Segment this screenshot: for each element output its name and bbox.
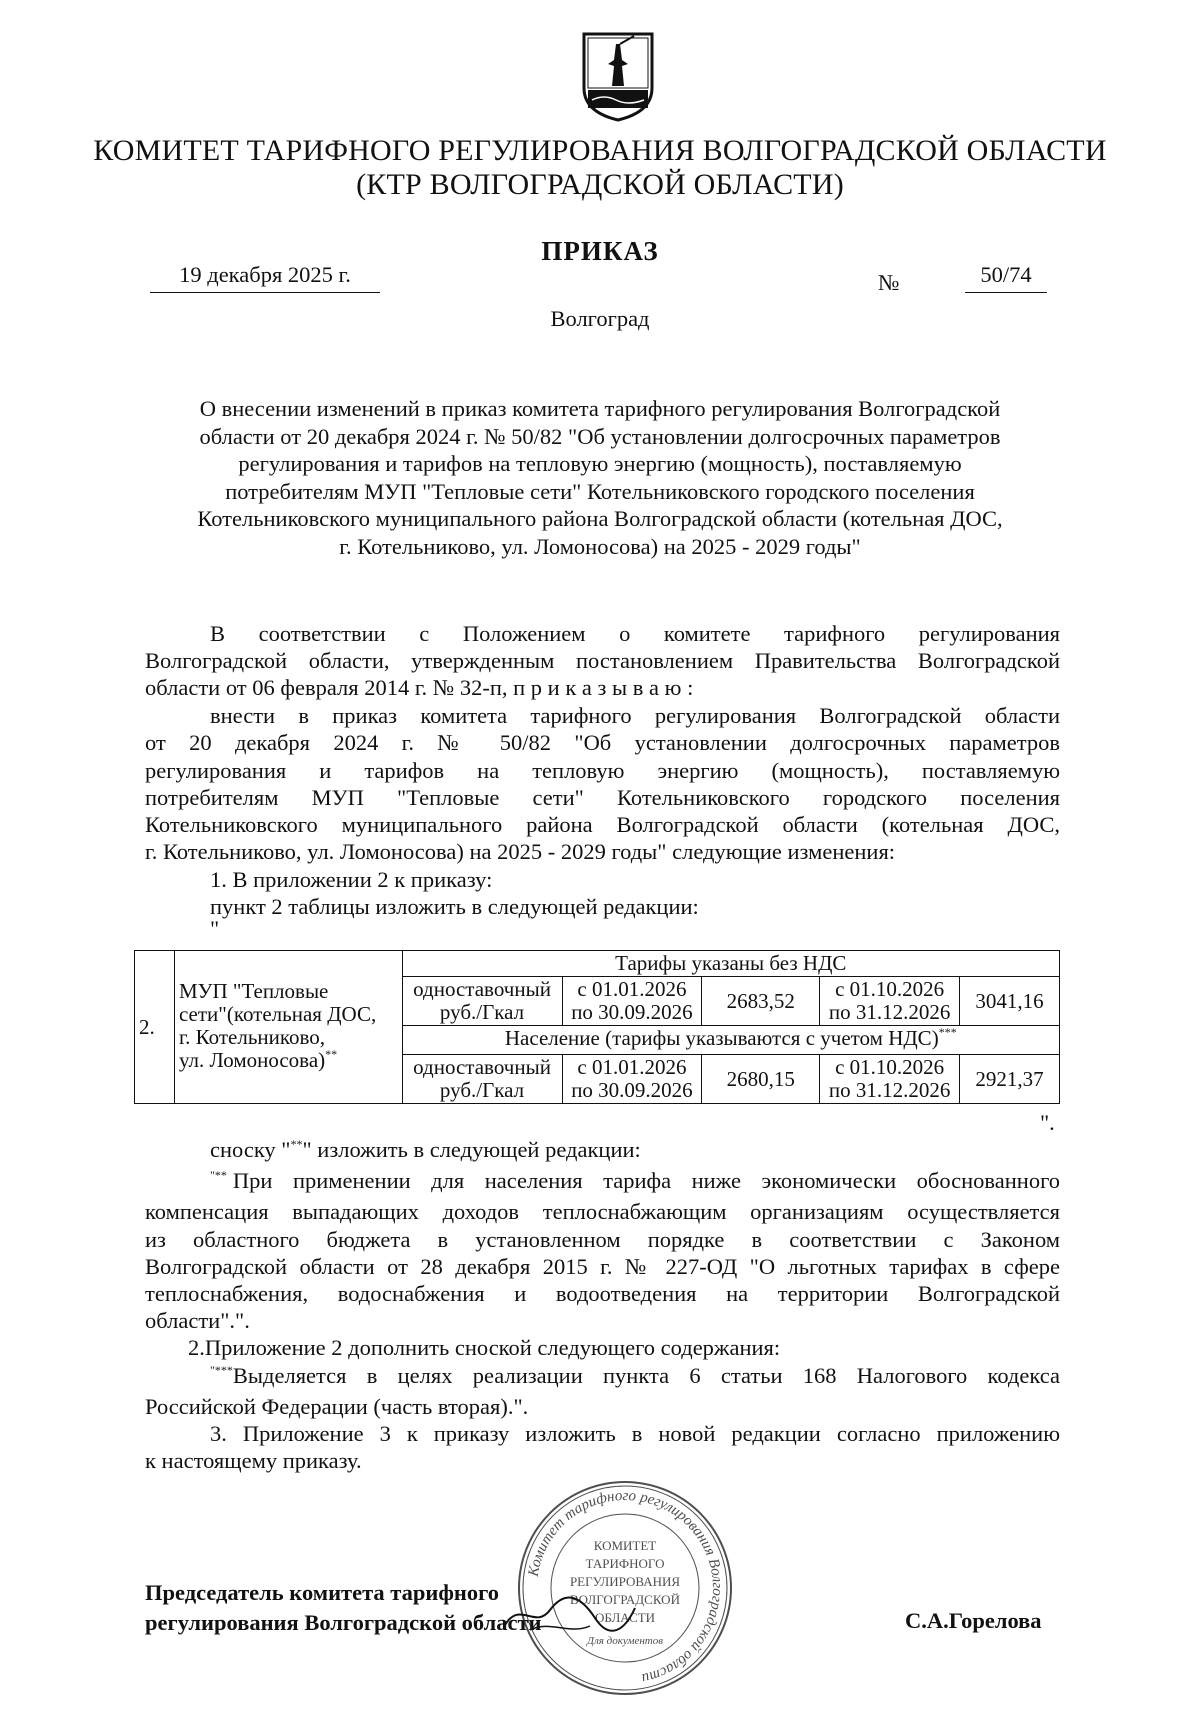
tariff-table xyxy=(134,950,1060,1104)
svg-text:Комитет тарифного регулировани: Комитет тарифного регулирования Волгоградской области xyxy=(525,1487,726,1687)
text-line: Волгоградской области от 28 декабря 2015 г. № 227-ОД "О льготных тарифах в сфере xyxy=(145,1253,1060,1279)
text-line: к настоящему приказу. xyxy=(145,1448,362,1474)
period1-cell: с 01.01.2026 по 30.09.2026 xyxy=(562,1055,702,1104)
subject-line: области от 20 декабря 2024 г. № 50/82 "Об установлении долгосрочных параметров xyxy=(199,423,1001,449)
text-line: от 20 декабря 2024 г. № 50/82 "Об установлении долгосрочных параметров xyxy=(145,730,1060,756)
text-line: потребителям МУП "Тепловые сети" Котельниковского городского поселения xyxy=(145,784,1060,810)
subject-line: г. Котельниково, ул. Ломоносова) на 2025 - 2029 годы" xyxy=(339,533,861,559)
population-footnote-mark: *** xyxy=(938,1025,957,1039)
subject-line: потребителям МУП "Тепловые сети" Котельниковского городского поселения xyxy=(225,478,975,504)
item-2: 2.Приложение 2 дополнить сноской следующего содержания: xyxy=(188,1335,781,1361)
coat-of-arms-emblem xyxy=(580,30,656,122)
value1-cell: 2683,52 xyxy=(702,977,820,1026)
period2-cell: с 01.10.2026 по 31.12.2026 xyxy=(820,977,960,1026)
svg-text:ТАРИФНОГО: ТАРИФНОГО xyxy=(585,1556,665,1571)
footnote-block xyxy=(145,1136,1060,1474)
text-line: теплоснабжения, водоснабжения и водоотведения на территории Волгоградской xyxy=(145,1281,1060,1307)
preamble-paragraph xyxy=(145,620,1060,701)
text-line: "** При применении для населения тарифа ниже экономически обоснованного xyxy=(210,1168,1060,1194)
org-line: МУП "Тепловые xyxy=(178,978,329,1003)
row-number: 2. xyxy=(135,951,175,1104)
close-quote: ". xyxy=(1040,1110,1055,1135)
text-line: "***Выделяется в целях реализации пункта 6 статьи 168 Налогового кодекса xyxy=(210,1362,1060,1388)
number-sign: № xyxy=(878,270,900,295)
org-name-line1: КОМИТЕТ ТАРИФНОГО РЕГУЛИРОВАНИЯ ВОЛГОГРАДСКОЙ ОБЛАСТИ xyxy=(93,134,1107,167)
org-footnote-mark: ** xyxy=(325,1046,338,1061)
text-line: области от 06 февраля 2014 г. № 32-п, п р и к а з ы в а ю : xyxy=(145,675,694,700)
period2-cell: с 01.10.2026 по 31.12.2026 xyxy=(820,1055,960,1104)
item-3: 3. Приложение 3 к приказу изложить в новой редакции согласно приложению xyxy=(210,1421,1060,1447)
doc-number: 50/74 xyxy=(965,262,1047,293)
text-line: В соответствии с Положением о комитете тарифного регулирования xyxy=(210,621,1060,646)
city: Волгоград xyxy=(550,306,650,331)
text-line: компенсация выпадающих доходов теплоснабжающим организациям осуществляется xyxy=(145,1199,1060,1225)
footnote-intro: сноску "**" изложить в следующей редакции: xyxy=(210,1137,641,1162)
subject-block xyxy=(0,395,1200,560)
order-paragraph xyxy=(145,702,1060,942)
org-line: ул. Ломоносова) xyxy=(178,1047,326,1072)
header-no-vat: Тарифы указаны без НДС xyxy=(402,951,1059,977)
svg-text:Для документов: Для документов xyxy=(586,1635,664,1647)
value2-cell: 3041,16 xyxy=(960,977,1060,1026)
value1-cell: 2680,15 xyxy=(702,1055,820,1104)
text-line: Российской Федерации (часть вторая).". xyxy=(145,1393,529,1419)
official-stamp xyxy=(515,1478,735,1698)
open-quote: " xyxy=(210,916,220,942)
handwritten-signature xyxy=(500,1590,640,1640)
item-1: 1. В приложении 2 к приказу: xyxy=(210,866,493,892)
header-population: Население (тарифы указываются с учетом НДС)*** xyxy=(402,1026,1059,1055)
org-line: сети"(котельная ДОС, xyxy=(178,1001,377,1026)
text-line: из областного бюджета в установленном порядке в соответствии с Законом xyxy=(145,1226,1060,1252)
subject-line: регулирования и тарифов на тепловую энергию (мощность), поставляемую xyxy=(238,451,962,476)
tariff-type-cell: одноставочный руб./Гкал xyxy=(402,1055,562,1104)
value2-cell: 2921,37 xyxy=(960,1055,1060,1104)
signatory-name: С.А.Горелова xyxy=(905,1608,1042,1633)
text-line: Котельниковского муниципального района Волгоградской области (котельная ДОС, xyxy=(145,812,1060,838)
organization-cell xyxy=(174,951,402,1104)
svg-text:РЕГУЛИРОВАНИЯ: РЕГУЛИРОВАНИЯ xyxy=(569,1574,681,1589)
period1-cell: с 01.01.2026 по 30.09.2026 xyxy=(562,977,702,1026)
text-line: г. Котельниково, ул. Ломоносова) на 2025 - 2029 годы" следующие изменения: xyxy=(145,839,896,865)
text-line: внести в приказ комитета тарифного регулирования Волгоградской области xyxy=(210,703,1060,728)
org-line: г. Котельниково, xyxy=(178,1024,326,1049)
svg-text:ВОЛГОГРАДСКОЙ: ВОЛГОГРАДСКОЙ xyxy=(570,1592,680,1607)
signatory-title: Председатель комитета тарифного регулирования Волгоградской области xyxy=(145,1580,542,1635)
text-line: Волгоградской области, утвержденным постановлением Правительства Волгоградской xyxy=(145,648,1060,673)
tariff-type-cell: одноставочный руб./Гкал xyxy=(402,977,562,1026)
org-name-line2: (КТР ВОЛГОГРАДСКОЙ ОБЛАСТИ) xyxy=(356,168,844,201)
text-line: области".". xyxy=(145,1308,250,1334)
subject-line: О внесении изменений в приказ комитета тарифного регулирования Волгоградской xyxy=(199,396,1001,421)
doc-type-title: ПРИКАЗ xyxy=(541,236,659,266)
text-line: регулирования и тарифов на тепловую энергию (мощность), поставляемую xyxy=(145,757,1060,783)
svg-text:КОМИТЕТ: КОМИТЕТ xyxy=(593,1538,657,1553)
subject-line: Котельниковского муниципального района Волгоградской области (котельная ДОС, xyxy=(197,506,1003,531)
svg-text:ОБЛАСТИ: ОБЛАСТИ xyxy=(594,1610,656,1625)
item-1-sub: пункт 2 таблицы изложить в следующей редакции: xyxy=(210,894,699,920)
doc-date: 19 декабря 2025 г. xyxy=(150,262,380,293)
